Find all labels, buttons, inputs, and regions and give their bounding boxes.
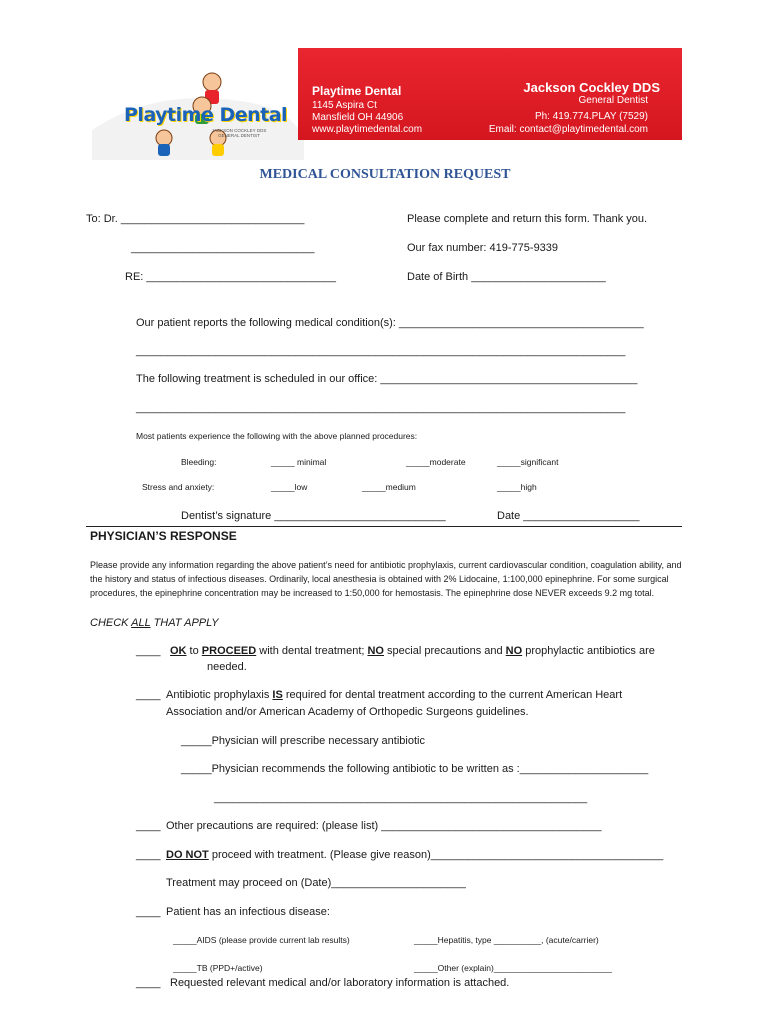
address-line2: Mansfield OH 44906 <box>312 112 404 123</box>
logo-wordmark: Playtime Dental <box>124 104 288 126</box>
do-not-proceed-checkbox[interactable]: ____ <box>136 849 161 861</box>
prescribe-antibiotic-option[interactable]: _____Physician will prescribe necessary antibiotic <box>181 735 425 747</box>
ok-proceed-option <box>170 645 655 657</box>
doctor-title: General Dentist <box>578 95 648 106</box>
proceed-text: PROCEED <box>201 645 257 657</box>
treatment-date-field[interactable]: Treatment may proceed on (Date)______________________ <box>166 877 466 889</box>
no-text-2: NO <box>505 645 523 657</box>
antibiotic-line2: Association and/or American Academy of Orthopedic Surgeons guidelines. <box>166 706 529 718</box>
antibiotic-option <box>166 689 622 701</box>
practice-name: Playtime Dental <box>312 84 402 98</box>
experience-intro: Most patients experience the following with the above planned procedures: <box>136 431 418 441</box>
document-title: MEDICAL CONSULTATION REQUEST <box>259 167 511 182</box>
do-not-proceed-field[interactable] <box>166 849 663 861</box>
ok-rest3: prophylactic antibiotics are <box>522 645 655 657</box>
infectious-disease-label: Patient has an infectious disease: <box>166 906 330 918</box>
physician-intro-paragraph: Please provide any information regarding the above patient’s need for antibiotic prophylaxis, current cardiovascular condition, coagulation ability, and the history and status of infectious diseases. Ordinarily, local anesthesia is obtained with 2% Lidocaine, 1:100,000 epinephrine. For some surgical procedures, the epinephrine concentration may be increased to 1:50,000 for hemostasis. The epinephrine dose NEVER exceeds 9.2 mg total. <box>90 560 682 598</box>
section-divider <box>86 526 682 527</box>
phone: Ph: 419.774.PLAY (7529) <box>534 111 648 122</box>
medical-condition-line2-field[interactable]: ________________________________________________________________________________ <box>136 345 626 357</box>
bleeding-minimal-option[interactable]: _____ minimal <box>271 457 327 467</box>
stress-label: Stress and anxiety: <box>142 482 215 492</box>
antibiotic-text-b: required for dental treatment according to the current American Heart <box>282 689 623 701</box>
bleeding-significant-option[interactable]: _____significant <box>497 457 559 467</box>
stress-high-option[interactable]: _____high <box>497 482 537 492</box>
website: www.playtimedental.com <box>312 124 423 135</box>
other-explain-option[interactable]: _____Other (explain)_________________________ <box>414 963 613 973</box>
date-of-birth-field[interactable]: Date of Birth ______________________ <box>407 271 606 283</box>
ok-proceed-checkbox[interactable]: ____ <box>136 645 161 657</box>
hepatitis-option[interactable]: _____Hepatitis, type __________, (acute/carrier) <box>414 935 599 945</box>
bleeding-label: Bleeding: <box>181 457 217 467</box>
doctor-name: Jackson Cockley DDS <box>523 80 660 95</box>
stress-low-option[interactable]: _____low <box>271 482 308 492</box>
stress-medium-option[interactable]: _____medium <box>362 482 416 492</box>
header-banner <box>298 48 682 140</box>
instructions-text: Please complete and return this form. Thank you. <box>407 213 648 225</box>
recommend-antibiotic-field[interactable]: _____Physician recommends the following antibiotic to be written as :_____________________ <box>181 763 649 775</box>
logo-tagline: JACKSON COCKLEY DDS GENERAL DENTIST <box>211 128 267 138</box>
check-all-prefix: CHECK <box>90 617 132 629</box>
scheduled-treatment-line2-field[interactable]: ________________________________________________________________________________ <box>136 402 626 414</box>
tb-option[interactable]: _____TB (PPD+/active) <box>173 963 263 973</box>
address-line1: 1145 Aspira Ct <box>312 100 377 111</box>
no-text-1: NO <box>367 645 384 657</box>
email: Email: contact@playtimedental.com <box>488 124 648 135</box>
to-dr-line2-field[interactable]: ______________________________ <box>131 242 315 254</box>
check-all-emphasis: ALL <box>131 617 151 629</box>
ok-rest2: special precautions and <box>383 645 506 657</box>
ok-rest1: with dental treatment; <box>256 645 368 657</box>
check-all-instruction <box>90 617 219 629</box>
practice-logo <box>92 70 304 160</box>
to-dr-field[interactable]: To: Dr. ______________________________ <box>86 213 305 225</box>
infectious-disease-checkbox[interactable]: ____ <box>136 906 161 918</box>
do-not-text: DO NOT <box>166 849 209 861</box>
other-precautions-field[interactable]: Other precautions are required: (please list) ____________________________________ <box>166 820 602 832</box>
other-precautions-checkbox[interactable]: ____ <box>136 820 161 832</box>
fax-number: Our fax number: 419-775-9339 <box>407 242 559 254</box>
recommend-antibiotic-line2-field[interactable]: _____________________________________________________________ <box>214 792 588 804</box>
scheduled-treatment-field[interactable]: The following treatment is scheduled in our office: __________________________________________ <box>136 373 638 385</box>
bleeding-moderate-option[interactable]: _____moderate <box>406 457 466 467</box>
antibiotic-checkbox[interactable]: ____ <box>136 689 161 701</box>
re-field[interactable]: RE: _______________________________ <box>125 271 337 283</box>
physician-response-heading: PHYSICIAN’S RESPONSE <box>90 529 237 543</box>
lab-info-checkbox[interactable]: ____ <box>136 977 161 989</box>
ok-proceed-line2: needed. <box>207 661 247 673</box>
ok-text: OK <box>170 645 187 657</box>
antibiotic-text-a: Antibiotic prophylaxis <box>166 689 273 701</box>
aids-option[interactable]: _____AIDS (please provide current lab results) <box>173 935 350 945</box>
lab-info-label: Requested relevant medical and/or laboratory information is attached. <box>170 977 510 989</box>
check-all-suffix: THAT APPLY <box>150 617 219 629</box>
medical-condition-field[interactable]: Our patient reports the following medical condition(s): ________________________________________ <box>136 317 644 329</box>
dentist-signature-field[interactable]: Dentist’s signature ____________________________ <box>181 510 446 522</box>
antibiotic-is-text: IS <box>272 689 283 701</box>
do-not-rest: proceed with treatment. (Please give reason)______________________________________ <box>208 849 664 861</box>
signature-date-field[interactable]: Date ___________________ <box>497 510 640 522</box>
to-text: to <box>186 645 202 657</box>
